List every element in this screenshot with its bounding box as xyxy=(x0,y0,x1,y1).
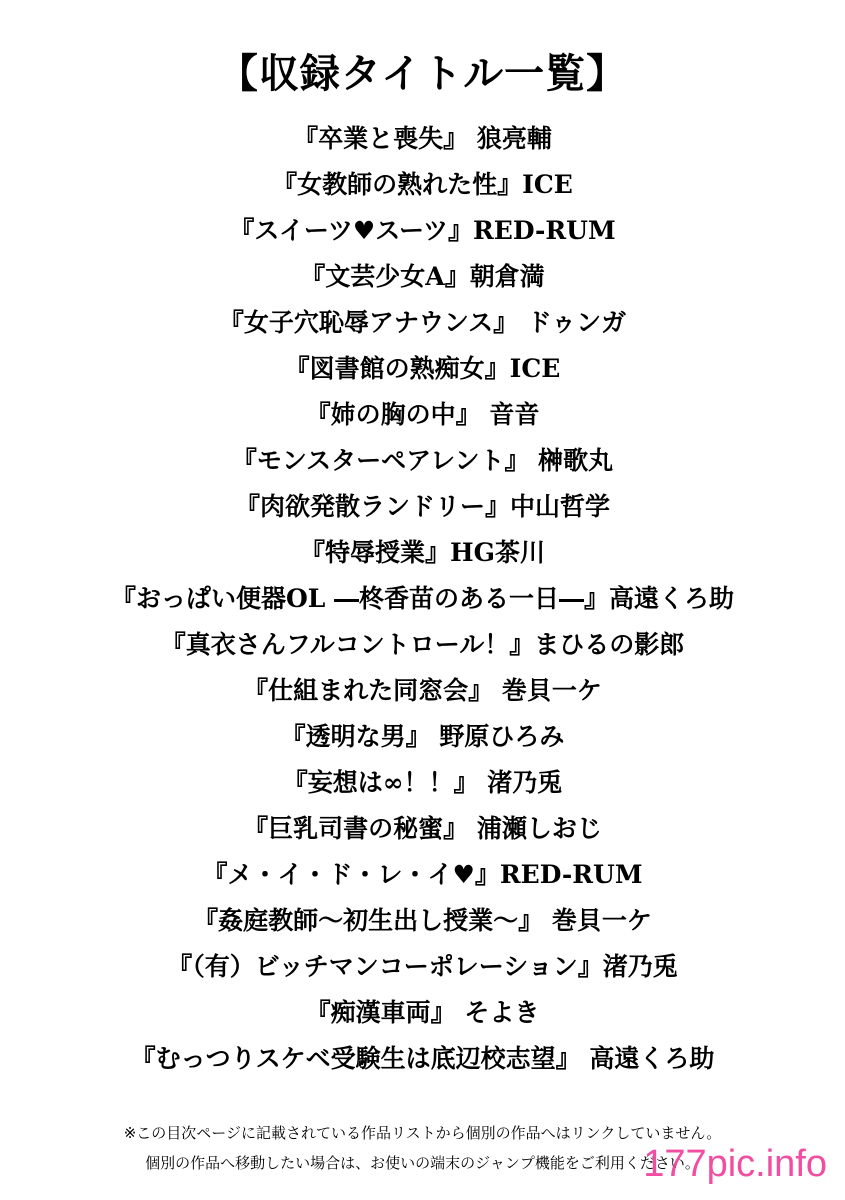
list-item: 『肉欲発散ランドリー』中山哲学 xyxy=(234,492,610,521)
list-item: 『痴漢車両』 そよき xyxy=(305,998,540,1027)
list-item: 『真衣さんフルコントロール！』まひるの影郎 xyxy=(160,630,685,659)
list-item: 『むっつりスケベ受験生は底辺校志望』 高遠くろ助 xyxy=(130,1044,715,1073)
list-item: 『透明な男』 野原ひろみ xyxy=(280,722,565,751)
title-list xyxy=(0,116,845,1082)
list-item: 『モンスターペアレント』 榊歌丸 xyxy=(231,446,614,475)
watermark: 177pic.info xyxy=(643,1143,827,1185)
list-item: 『姦庭教師～初生出し授業～』 巻貝一ケ xyxy=(193,906,652,935)
list-item: 『女子穴恥辱アナウンス』 ドゥンガ xyxy=(218,308,627,337)
list-item: 『女教師の熟れた性』ICE xyxy=(272,170,573,199)
list-item: 『メ・イ・ド・レ・イ♥』RED-RUM xyxy=(202,860,643,889)
list-item: 『図書館の熟痴女』ICE xyxy=(284,354,561,383)
footnote-line: ※この目次ページに記載されている作品リストから個別の作品へはリンクしていません。 xyxy=(123,1124,722,1142)
list-item: 『姉の胸の中』 音音 xyxy=(305,400,540,429)
list-item: 『仕組まれた同窓会』 巻貝一ケ xyxy=(243,676,602,705)
list-item: 『（有）ビッチマンコーポレーション』渚乃兎 xyxy=(167,952,678,981)
list-item: 『妄想は∞！！』 渚乃兎 xyxy=(282,768,563,797)
list-item: 『卒業と喪失』 狼亮輔 xyxy=(293,124,552,153)
list-item: 『巨乳司書の秘蜜』 浦瀬しおじ xyxy=(243,814,602,843)
list-item: 『おっぱい便器OL ―柊香苗のある一日―』高遠くろ助 xyxy=(110,584,735,613)
list-item: 『スイーツ♥スーツ』RED-RUM xyxy=(229,216,616,245)
list-item: 『特辱授業』HG茶川 xyxy=(300,538,545,567)
page-title: 【収録タイトル一覧】 xyxy=(217,50,628,97)
list-item: 『文芸少女A』朝倉満 xyxy=(300,262,545,291)
footnote-line: 個別の作品へ移動したい場合は、お使いの端末のジャンプ機能をご利用ください。 xyxy=(145,1154,700,1172)
